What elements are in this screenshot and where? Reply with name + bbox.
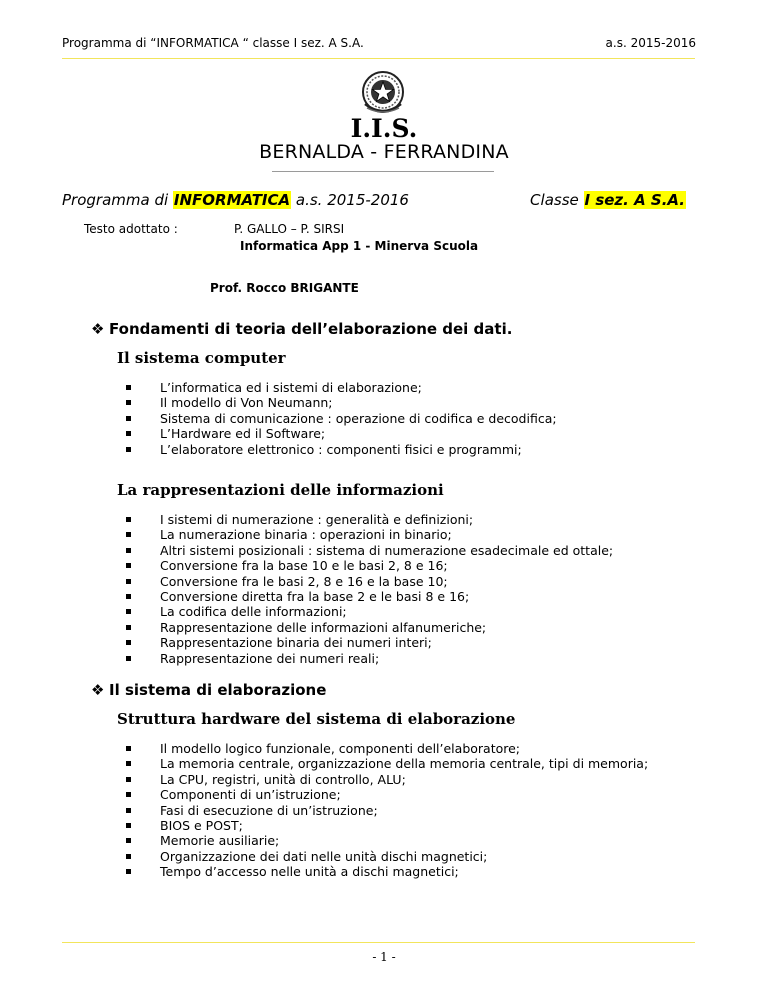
textbook-authors: P. GALLO – P. SIRSI bbox=[234, 222, 345, 236]
topic-list bbox=[124, 380, 557, 457]
header-left-text: Programma di “INFORMATICA “ classe I sez. A S.A. bbox=[62, 36, 364, 50]
subsection-title: La rappresentazioni delle informazioni bbox=[117, 481, 444, 499]
textbook-label: Testo adottato : bbox=[84, 222, 178, 236]
header-rule bbox=[62, 58, 695, 59]
list-item: Organizzazione dei dati nelle unità dischi magnetici; bbox=[124, 849, 648, 864]
class-label bbox=[530, 191, 686, 209]
subsection-title: Il sistema computer bbox=[117, 349, 286, 367]
section-title bbox=[91, 681, 326, 699]
program-title bbox=[62, 191, 409, 209]
program-prefix: Programma di bbox=[62, 191, 173, 209]
list-item: L’Hardware ed il Software; bbox=[124, 426, 557, 441]
list-item: BIOS e POST; bbox=[124, 818, 648, 833]
textbook-title: Informatica App 1 - Minerva Scuola bbox=[240, 239, 479, 253]
footer-rule bbox=[62, 942, 695, 943]
class-value: I sez. A S.A. bbox=[584, 191, 685, 209]
list-item: La memoria centrale, organizzazione della memoria centrale, tipi di memoria; bbox=[124, 756, 648, 771]
program-subject: INFORMATICA bbox=[173, 191, 291, 209]
subsection-title: Struttura hardware del sistema di elaborazione bbox=[117, 710, 516, 728]
title-divider bbox=[272, 171, 494, 172]
list-item: Rappresentazione delle informazioni alfanumeriche; bbox=[124, 620, 613, 635]
list-item: Conversione fra la base 10 e le basi 2, 8 e 16; bbox=[124, 558, 613, 573]
page-number: - 1 - bbox=[372, 950, 396, 964]
program-year: a.s. 2015-2016 bbox=[291, 191, 409, 209]
list-item: Sistema di comunicazione : operazione di codifica e decodifica; bbox=[124, 411, 557, 426]
topic-list bbox=[124, 741, 648, 880]
list-item: Memorie ausiliarie; bbox=[124, 833, 648, 848]
header-right-text: a.s. 2015-2016 bbox=[605, 36, 696, 50]
list-item: La codifica delle informazioni; bbox=[124, 604, 613, 619]
list-item: L’informatica ed i sistemi di elaborazione; bbox=[124, 380, 557, 395]
section-title-text: Il sistema di elaborazione bbox=[109, 681, 327, 699]
list-item: Tempo d’accesso nelle unità a dischi magnetici; bbox=[124, 864, 648, 879]
list-item: Componenti di un’istruzione; bbox=[124, 787, 648, 802]
list-item: Il modello logico funzionale, componenti dell’elaboratore; bbox=[124, 741, 648, 756]
diamond-bullet-icon: ❖ bbox=[91, 320, 105, 338]
school-code: I.I.S. bbox=[350, 114, 418, 143]
list-item: Rappresentazione binaria dei numeri interi; bbox=[124, 635, 613, 650]
list-item: Rappresentazione dei numeri reali; bbox=[124, 651, 613, 666]
list-item: Altri sistemi posizionali : sistema di numerazione esadecimale ed ottale; bbox=[124, 543, 613, 558]
list-item: Il modello di Von Neumann; bbox=[124, 395, 557, 410]
topic-list bbox=[124, 512, 613, 666]
class-prefix: Classe bbox=[530, 191, 584, 209]
list-item: Conversione fra le basi 2, 8 e 16 e la base 10; bbox=[124, 574, 613, 589]
list-item: La numerazione binaria : operazioni in binario; bbox=[124, 527, 613, 542]
diamond-bullet-icon: ❖ bbox=[91, 681, 105, 699]
section-title bbox=[91, 320, 512, 338]
list-item: Conversione diretta fra la base 2 e le basi 8 e 16; bbox=[124, 589, 613, 604]
list-item: Fasi di esecuzione di un’istruzione; bbox=[124, 803, 648, 818]
republic-emblem-icon bbox=[358, 68, 408, 118]
school-name: BERNALDA - FERRANDINA bbox=[259, 141, 509, 163]
professor-name: Prof. Rocco BRIGANTE bbox=[210, 281, 359, 295]
list-item: L’elaboratore elettronico : componenti fisici e programmi; bbox=[124, 442, 557, 457]
section-title-text: Fondamenti di teoria dell’elaborazione dei dati. bbox=[109, 320, 513, 338]
list-item: La CPU, registri, unità di controllo, ALU; bbox=[124, 772, 648, 787]
list-item: I sistemi di numerazione : generalità e definizioni; bbox=[124, 512, 613, 527]
